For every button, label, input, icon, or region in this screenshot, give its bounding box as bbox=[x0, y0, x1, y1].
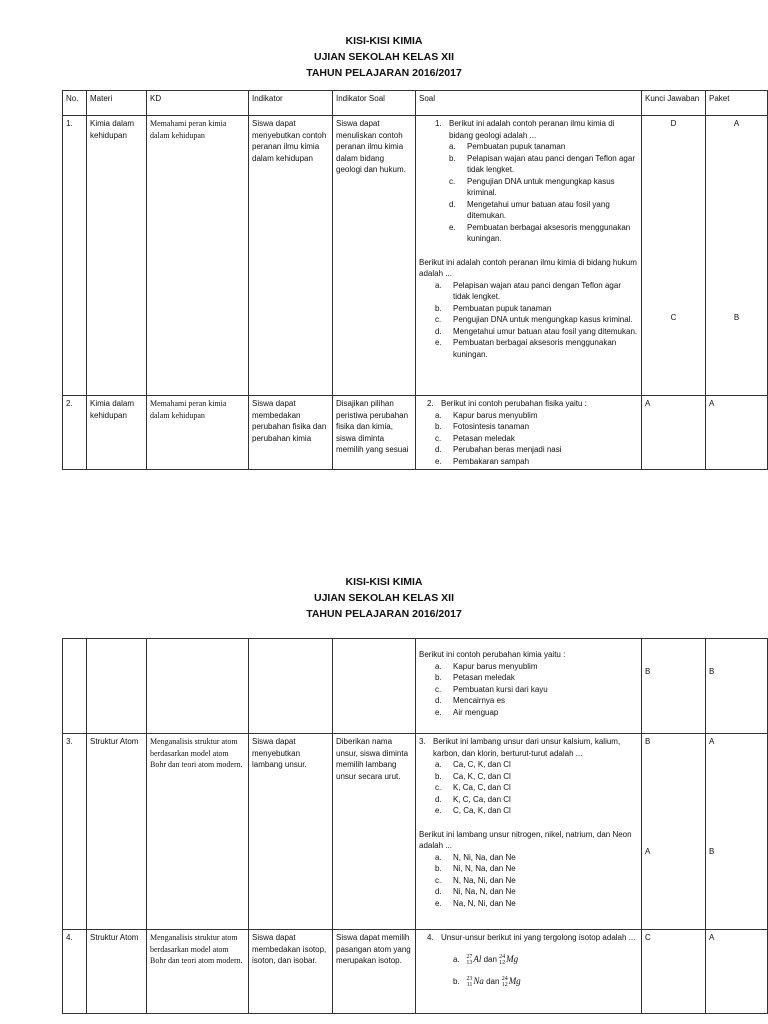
question-2: 2. Berikut ini contoh perubahan fisika yaitu : bbox=[427, 399, 587, 408]
list-item: d. Mengetahui umur batuan atau fosil yang ditemukan. bbox=[449, 199, 610, 220]
row-materi: Struktur Atom bbox=[87, 734, 147, 930]
list-item: e. Pembuatan berbagai aksesoris menggunakan kuningan. bbox=[435, 338, 617, 359]
row-paket bbox=[706, 116, 768, 396]
row-number: 1. bbox=[63, 116, 87, 396]
question-3-options bbox=[419, 759, 638, 817]
row-number: 2. bbox=[63, 396, 87, 470]
title-line-1: KISI-KISI KIMIA bbox=[345, 35, 423, 47]
row-kunci: C bbox=[642, 930, 706, 1014]
isotope-na: 23 11 Na bbox=[466, 975, 484, 988]
row-materi: Struktur Atom bbox=[87, 930, 147, 1014]
list-item: e. Na, N, Ni, dan Ne bbox=[435, 898, 516, 908]
list-item: d. Mengetahui umur batuan atau fosil yang ditemukan. bbox=[435, 326, 638, 336]
col-kd: KD bbox=[147, 91, 249, 116]
list-item: c. Pengujian DNA untuk mengungkap kasus kriminal. bbox=[435, 315, 633, 324]
page-2-title bbox=[0, 574, 768, 622]
row-soal bbox=[416, 116, 642, 396]
kisi-kisi-table-page-2 bbox=[62, 638, 768, 1014]
table-header-row bbox=[63, 91, 768, 116]
row-materi: Kimia dalam kehidupan bbox=[87, 396, 147, 470]
question-4: 4. Unsur-unsur berikut ini yang tergolong isotop adalah ... bbox=[427, 933, 636, 942]
col-paket: Paket bbox=[706, 91, 768, 116]
col-materi: Materi bbox=[87, 91, 147, 116]
question-1b: Berikut ini adalah contoh peranan ilmu kimia di bidang hukum adalah ... bbox=[419, 257, 637, 278]
col-kunci: Kunci Jawaban bbox=[642, 91, 706, 116]
title-line-3: TAHUN PELAJARAN 2016/2017 bbox=[306, 608, 462, 620]
list-item: e. Pembakaran sampah bbox=[435, 456, 530, 466]
list-item: a. Pembuatan pupuk tanaman bbox=[449, 142, 566, 151]
title-line-2: UJIAN SEKOLAH KELAS XII bbox=[313, 592, 455, 604]
paket-q3b: B bbox=[709, 847, 715, 856]
row-soal bbox=[416, 639, 642, 734]
kunci-q3: B bbox=[645, 737, 651, 746]
paket-q3: A bbox=[709, 737, 715, 746]
row-kunci bbox=[642, 734, 706, 930]
table-row bbox=[63, 396, 768, 470]
list-item: d. Ni, Na, N, dan Ne bbox=[435, 887, 516, 896]
list-item: c. N, Na, Ni, dan Ne bbox=[435, 875, 516, 885]
list-item: e. C, Ca, K, dan Cl bbox=[435, 806, 511, 815]
table-row bbox=[63, 639, 768, 734]
question-3b-options bbox=[419, 852, 638, 910]
row-kd: Memahami peran kimia dalam kehidupan bbox=[147, 116, 249, 396]
table-row bbox=[63, 930, 768, 1014]
list-item: c. K, Ca, C, dan Cl bbox=[435, 783, 511, 792]
row-kd: Menganalisis struktur atom berdasarkan model atom Bohr dan teori atom modern. bbox=[147, 930, 249, 1014]
row-kunci bbox=[642, 116, 706, 396]
col-indikator: Indikator bbox=[249, 91, 333, 116]
row-kd: Menganalisis struktur atom berdasarkan model atom Bohr dan teori atom modern. bbox=[147, 734, 249, 930]
row-kunci: B bbox=[642, 639, 706, 734]
list-item: d. K, C, Ca, dan Cl bbox=[435, 794, 511, 804]
table-row bbox=[63, 734, 768, 930]
kunci-q1: D bbox=[670, 119, 677, 128]
paket-q1: A bbox=[733, 119, 740, 128]
row-soal bbox=[416, 396, 642, 470]
row-paket bbox=[706, 734, 768, 930]
row-indikator-soal: Siswa dapat menuliskan contoh peranan ilmu kimia dalam bidang geologi dan hukum. bbox=[333, 116, 416, 396]
list-item: d. Mencairnya es bbox=[435, 696, 506, 705]
row-kd: Memahami peran kimia dalam kehidupan bbox=[147, 396, 249, 470]
question-3b: Berikut ini lambang unsur nitrogen, nikel, natrium, dan Neon adalah ... bbox=[419, 829, 632, 850]
row-indikator: Siswa dapat menyebutkan contoh peranan ilmu kimia dalam kehidupan bbox=[249, 116, 333, 396]
page-1-title bbox=[0, 33, 768, 81]
question-1: 1. Berikut ini adalah contoh peranan ilmu kimia di bidang geologi adalah ... bbox=[435, 119, 615, 140]
table-row bbox=[63, 116, 768, 396]
row-paket: B bbox=[706, 639, 768, 734]
list-item: b. Petasan meledak bbox=[435, 673, 515, 682]
title-line-1: KISI-KISI KIMIA bbox=[345, 576, 423, 588]
list-item: a. Kapur barus menyublim bbox=[435, 410, 538, 420]
list-item: a. Kapur barus menyublim bbox=[435, 661, 538, 671]
col-no: No. bbox=[63, 91, 87, 116]
list-item: c. Pembuatan kursi dari kayu bbox=[435, 684, 548, 694]
question-1b-options bbox=[419, 280, 638, 361]
col-soal: Soal bbox=[416, 91, 642, 116]
list-item: c. Pengujian DNA untuk mengungkap kasus kriminal. bbox=[449, 176, 615, 197]
list-item: b. Ni, N, Na, dan Ne bbox=[435, 864, 516, 873]
list-item: b. Pelapisan wajan atau panci dengan Teflon agar tidak lengket. bbox=[449, 153, 635, 174]
isotope-al: 27 13 Al bbox=[466, 953, 482, 966]
list-item: d. Perubahan beras menjadi nasi bbox=[435, 445, 562, 454]
kisi-kisi-table-page-1 bbox=[62, 90, 768, 470]
list-item: b. Ca, K, C, dan Cl bbox=[435, 771, 511, 781]
paket-q1b: B bbox=[733, 313, 740, 322]
row-paket: A bbox=[706, 396, 768, 470]
row-indikator: Siswa dapat menyebutkan lambang unsur. bbox=[249, 734, 333, 930]
list-item: b. Pembuatan pupuk tanaman bbox=[435, 303, 552, 313]
title-line-3: TAHUN PELAJARAN 2016/2017 bbox=[306, 67, 462, 79]
col-indikator-soal: Indikator Soal bbox=[333, 91, 416, 116]
isotope-mg: 24 12 Mg bbox=[499, 953, 519, 966]
title-line-2: UJIAN SEKOLAH KELAS XII bbox=[313, 51, 455, 63]
row-soal bbox=[416, 930, 642, 1014]
row-number: 4. bbox=[63, 930, 87, 1014]
list-item: b. Fotosintesis tanaman bbox=[435, 422, 530, 431]
list-item: e. Pembuatan berbagai aksesoris menggunakan kuningan. bbox=[449, 222, 631, 243]
row-materi: Kimia dalam kehidupan bbox=[87, 116, 147, 396]
question-4-option-a: a. 27 13 Al dan 24 12 Mg bbox=[453, 953, 519, 966]
list-item: c. Petasan meledak bbox=[435, 433, 515, 443]
list-item: a. N, Ni, Na, dan Ne bbox=[435, 852, 516, 862]
list-item: a. Ca, C, K, dan Cl bbox=[435, 760, 511, 769]
list-item: a. Pelapisan wajan atau panci dengan Teflon agar tidak lengket. bbox=[435, 280, 621, 301]
kunci-q3b: A bbox=[645, 847, 651, 856]
question-3: 3. Berikut ini lambang unsur dari unsur kalsium, kalium, karbon, dan klorin, berturut-turut adalah ... bbox=[419, 737, 621, 758]
row-indikator-soal: Diberikan nama unsur, siswa diminta memilih lambang unsur secara urut. bbox=[333, 734, 416, 930]
isotope-mg-2: 24 12 Mg bbox=[501, 975, 521, 988]
kunci-q1b: C bbox=[670, 313, 677, 322]
row-number: 3. bbox=[63, 734, 87, 930]
list-item: e. Air menguap bbox=[435, 707, 499, 717]
row-indikator: Siswa dapat membedakan isotop, isoton, dan isobar. bbox=[249, 930, 333, 1014]
question-2b-options bbox=[419, 661, 638, 719]
row-kunci: A bbox=[642, 396, 706, 470]
question-1-options bbox=[419, 141, 638, 245]
row-indikator-soal: Siswa dapat memilih pasangan atom yang merupakan isotop. bbox=[333, 930, 416, 1014]
question-4-option-b: b. 23 11 Na dan 24 12 Mg bbox=[453, 975, 521, 988]
question-2-options bbox=[419, 410, 638, 468]
row-indikator: Siswa dapat membedakan perubahan fisika dan perubahan kimia bbox=[249, 396, 333, 470]
row-soal bbox=[416, 734, 642, 930]
row-indikator-soal: Disajikan pilihan peristiwa perubahan fisika dan kimia, siswa diminta memilih yang sesuai bbox=[333, 396, 416, 470]
row-paket: A bbox=[706, 930, 768, 1014]
question-2b: Berikut ini contoh perubahan kimia yaitu : bbox=[419, 650, 566, 659]
